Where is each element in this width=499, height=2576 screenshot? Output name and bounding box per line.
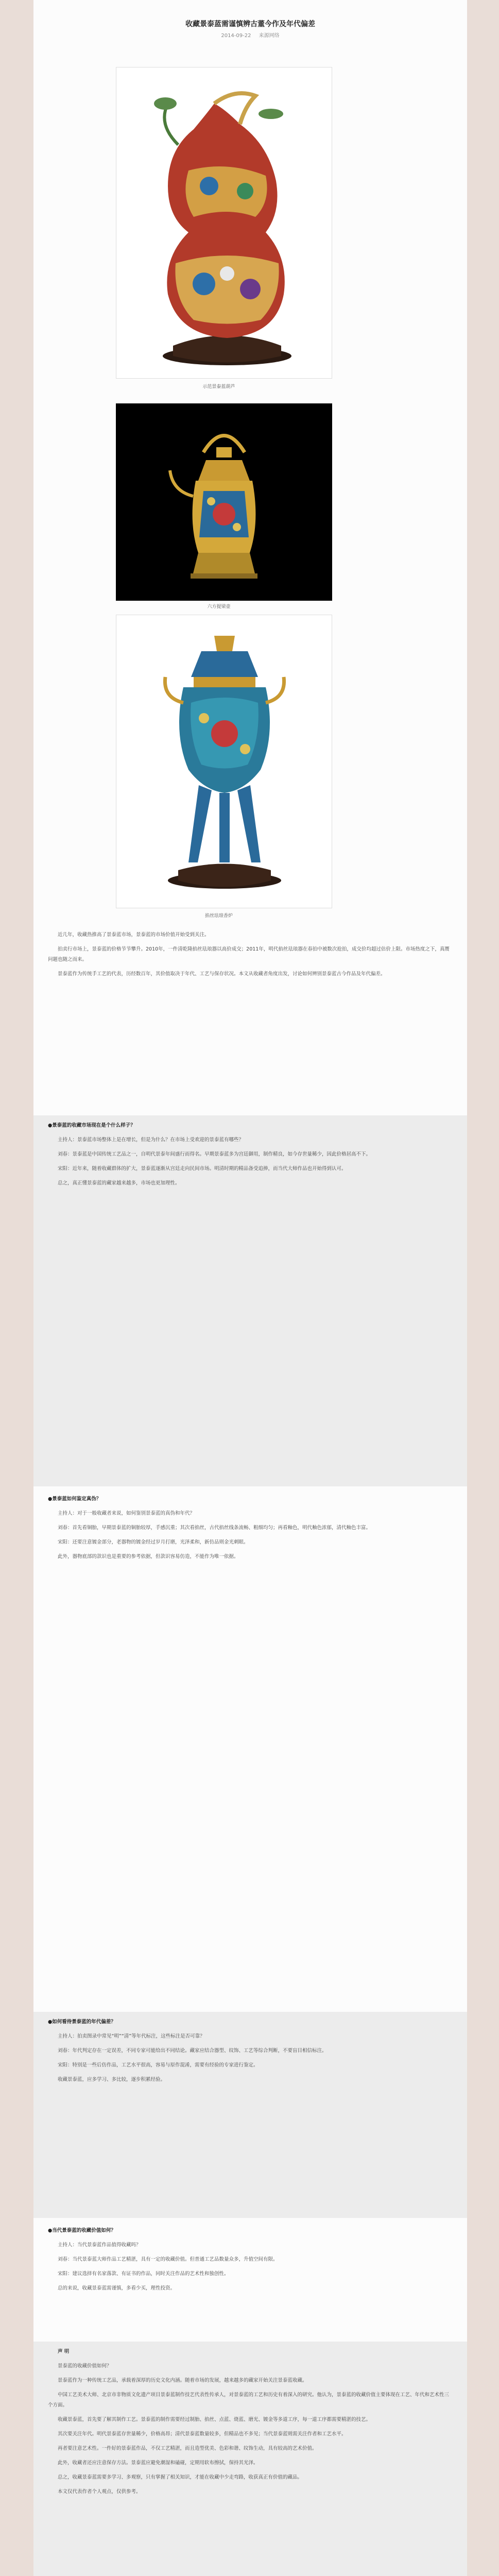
paragraph: 刘春：首先看铜胎，早期景泰蓝的铜胎较厚，手感沉重；其次看掐丝，古代掐丝线条流畅、粗细均匀；再看釉色，明代釉色浓郁，清代釉色丰富。 [58, 1525, 371, 1531]
paragraph: 总的来说，收藏景泰蓝需谨慎，多看少买，理性投资。 [58, 2285, 176, 2291]
paragraph: 宋阳：还要注意镀金部分，老器物的镀金经过岁月打磨，光泽柔和，新仿品则金光刺眼。 [58, 1539, 249, 1545]
paragraph: 此外，收藏者还应注意保存方法。景泰蓝应避免潮湿和磕碰，定期用软布擦拭，保持其光泽。 [58, 2460, 259, 2466]
paragraph: 主持人：景泰蓝市场整体上是在增长，但是为什么？在市场上受欢迎的景泰蓝有哪些？ [58, 1137, 244, 1143]
paragraph: 主持人：对于一般收藏者来说，如何鉴别景泰蓝的真伪和年代？ [58, 1511, 195, 1516]
paragraph: 主持人：当代景泰蓝作品值得收藏吗？ [58, 2242, 141, 2248]
article-date: 2014-09-22 [221, 33, 251, 39]
paragraph: 总之，收藏景泰蓝需要多学习、多观察，只有掌握了相关知识，才能在收藏中少走弯路，收获真正有价值的藏品。 [58, 2475, 303, 2480]
paragraph: 拍卖行市场上，景泰蓝的价格节节攀升。2010年，一件清乾隆掐丝珐琅器以高价成交；2011年，明代掐丝珐琅器在春拍中被数次抢拍，成交价均超过估价上限。市场热度之下，真赝问题也随之而来。 [48, 946, 450, 962]
ewer-image [116, 403, 332, 601]
paragraph: 刘春：年代判定存在一定误差，不同专家可能给出不同结论。藏家应结合器型、纹饰、工艺等综合判断，不要盲目相信标注。 [58, 2048, 327, 2054]
question-heading: ●景泰蓝如何鉴定真伪？ [48, 1496, 101, 1502]
paragraph: 景泰蓝作为一种传统工艺品，承载着深厚的历史文化内涵。随着市场的发展，越来越多的藏家开始关注景泰蓝收藏。 [58, 2378, 307, 2383]
question-heading: ●如何看待景泰蓝的年代偏差？ [48, 2019, 116, 2025]
figure-2-caption: 六方提梁壶 [207, 604, 231, 609]
paragraph: 此外，器物底部的款识也是重要的参考依据，但款识容易仿造，不能作为唯一依据。 [58, 1554, 239, 1560]
paragraph: 景泰蓝作为传统手工艺的代表，历经数百年，其价值取决于年代、工艺与保存状况。本文从收藏者角度出发，讨论如何辨别景泰蓝古今作品及年代偏差。 [58, 971, 386, 977]
dating-section [33, 2012, 467, 2218]
figure-3-caption: 掐丝珐琅香炉 [204, 913, 233, 919]
statement-heading: 声 明 [58, 2349, 70, 2354]
figure-gourd-vessel [116, 67, 332, 379]
authentication-section [33, 1489, 467, 2009]
paragraph: 收藏景泰蓝，应多学习、多比较，逐步积累经验。 [58, 2077, 166, 2082]
gourd-vessel-image [116, 67, 332, 378]
paragraph: 宋阳：建议选择有名家落款、有证书的作品，同时关注作品的艺术性和独创性。 [58, 2271, 229, 2277]
paragraph: 景泰蓝的收藏价值如何？ [58, 2363, 112, 2369]
figure-1-caption: 示范景泰蓝葫芦 [202, 384, 235, 389]
article-meta [33, 31, 467, 39]
question-heading: ●景泰蓝的收藏市场现在是个什么样子？ [48, 1123, 135, 1128]
paragraph: 主持人：拍卖图录中常见“明”“清”等年代标注，这些标注是否可靠？ [58, 2033, 205, 2039]
figure-ewer [116, 403, 332, 601]
paragraph: 近几年，收藏热推高了景泰蓝市场，景泰蓝的市场价值开始受到关注。 [58, 932, 210, 938]
paragraph: 中国工艺美术大师、北京市非物质文化遗产项目景泰蓝制作技艺代表性传承人，对景泰蓝的工艺和历史有着深入的研究。他认为，景泰蓝的收藏价值主要体现在工艺、年代和艺术性三个方面。 [48, 2392, 450, 2408]
paragraph: 本文仅代表作者个人观点，仅供参考。 [58, 2489, 141, 2495]
paragraph: 总之，真正懂景泰蓝的藏家越来越多，市场也更加理性。 [58, 1180, 180, 1186]
contemporary-section [33, 2221, 467, 2339]
market-section [33, 1115, 467, 1486]
censer-image [116, 615, 332, 908]
article-source: 来源网络 [259, 33, 280, 39]
question-heading: ●当代景泰蓝的收藏价值如何？ [48, 2228, 116, 2233]
paragraph: 宋阳：近年来，随着收藏群体的扩大，景泰蓝逐渐从宫廷走向民间市场。明清时期的精品备受追捧，而当代大师作品也开始得到认可。 [58, 1166, 347, 1172]
paragraph: 再者要注意艺术性。一件好的景泰蓝作品，不仅工艺精湛，而且造型优美、色彩和谐、纹饰生动，具有较高的艺术价值。 [58, 2446, 317, 2451]
paragraph: 宋阳：特别是一些后仿作品，工艺水平很高，容易与原作混淆，需要有经验的专家进行鉴定。 [58, 2062, 259, 2068]
paragraph: 其次要关注年代。明代景泰蓝存世量稀少，价格高昂；清代景泰蓝数量较多，但精品也不多见；当代景泰蓝则需关注作者和工艺水平。 [58, 2431, 347, 2437]
paragraph: 刘春：景泰蓝是中国传统工艺品之一，自明代景泰年间盛行而得名。早期景泰蓝多为宫廷御用，制作精良，如今存世量稀少，因此价格居高不下。 [58, 1151, 371, 1157]
intro-section [33, 925, 467, 1110]
article-title: 收藏景泰蓝需谨慎辨古董今作及年代偏差 [185, 20, 315, 28]
paragraph: 刘春：当代景泰蓝大师作品工艺精湛，具有一定的收藏价值。但普通工艺品数量众多，升值空间有限。 [58, 2257, 278, 2262]
statement-section [33, 2342, 467, 2576]
figure-censer [116, 615, 332, 908]
paragraph: 收藏景泰蓝，首先要了解其制作工艺。景泰蓝的制作需要经过制胎、掐丝、点蓝、烧蓝、磨光、镀金等多道工序，每一道工序都需要精湛的技艺。 [58, 2417, 371, 2422]
article-container [33, 0, 467, 2576]
